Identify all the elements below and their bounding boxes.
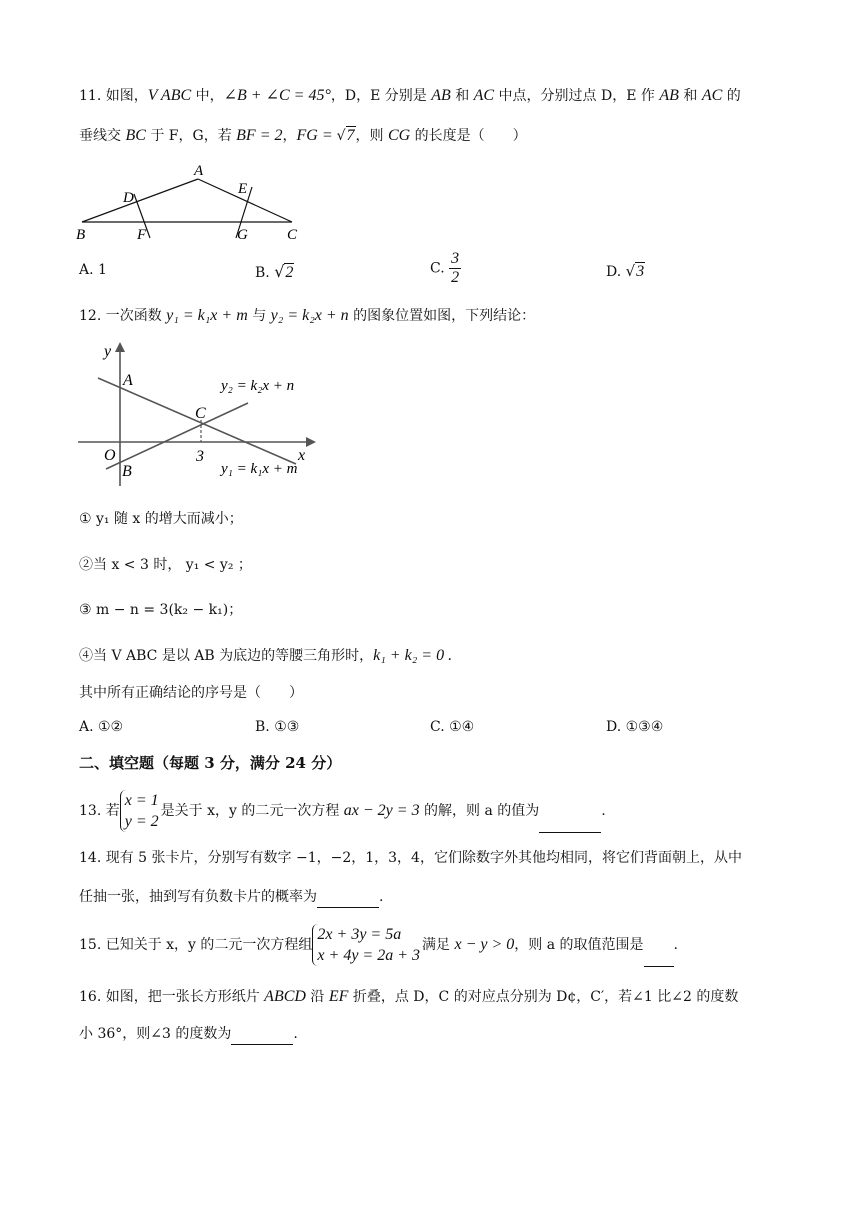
q13-answer-blank[interactable] (539, 790, 601, 833)
fig-label-f: F (137, 227, 147, 242)
q14-answer-blank[interactable] (317, 887, 379, 908)
q16-line2: 小 36°，则∠3 的度数为 . (79, 1024, 298, 1045)
q13-system: x = 1 y = 2 (120, 790, 159, 832)
q12-ask: 其中所有正确结论的序号是（ ） (79, 685, 303, 701)
linear-functions-graph (76, 336, 316, 492)
q15: 15. 已知关于 x，y 的二元一次方程组2x + 3y = 5a x + 4y = 2a + 3满足 x − y > 0，则 a 的取值范围是 . (79, 924, 678, 967)
q12-conclusion-4: ④当 V ABC 是以 AB 为底边的等腰三角形时，k₁ + k₂ = 0 . (79, 647, 453, 664)
fig-label-e: E (238, 181, 248, 197)
graph-label-x: x (298, 447, 306, 464)
q11-line2: 垂线交 BC 于 F，G，若 BF = 2，FG = √7，则 CG 的长度是（ ） (79, 127, 527, 144)
triangle-figure (76, 160, 306, 242)
fig-label-b: B (76, 227, 86, 242)
sqrt-symbol: √ (336, 128, 346, 144)
q12-conclusion-3: ③ m − n = 3(k₂ − k₁)； (79, 602, 243, 618)
q15-system: 2x + 3y = 5a x + 4y = 2a + 3 (312, 924, 420, 966)
q12-option-c[interactable]: C. ①④ (430, 719, 475, 735)
q12-stem: 12. 一次函数 y₁ = k₁x + m 与 y₂ = k₂x + n 的图象位置如图，下列结论： (79, 307, 536, 324)
q16-answer-blank[interactable] (231, 1024, 293, 1045)
fig-label-g: G (237, 227, 248, 242)
q14-line2: 任抽一张，抽到写有负数卡片的概率为 . (79, 887, 383, 908)
graph-label-three: 3 (196, 448, 204, 465)
graph-label-o: O (104, 447, 116, 464)
q12-conclusion-1: ① y₁ 随 x 的增大而减小； (79, 511, 243, 527)
graph-label-line1: y₁ = k₁x + m (221, 461, 298, 477)
q11-option-b[interactable]: B. √2 (255, 262, 294, 281)
q12-conclusion-2: ②当 x < 3 时， y₁ < y₂ ； (79, 557, 252, 573)
section-2-heading: 二、填空题（每题 3 分，满分 24 分） (79, 754, 342, 772)
fig-label-d: D (123, 190, 134, 206)
q14-line1: 14. 现有 5 张卡片，分别写有数字 −1，−2，1，3，4，它们除数字外其他均相同，将它们背面朝上，从中 (79, 850, 742, 866)
q12-option-a[interactable]: A. ①② (79, 719, 124, 735)
q11-option-c[interactable]: C. $\frac{3}{2}$ (430, 250, 460, 286)
graph-label-b: B (122, 463, 132, 480)
fig-label-c: C (287, 227, 298, 242)
q11-line1: 11. 如图，V ABC 中，∠B + ∠C = 45°，D，E 分别是 AB 和 AC 中点，分别过点 D，E 作 AB 和 AC 的 (79, 87, 741, 104)
graph-label-c: C (195, 405, 206, 422)
q13: 13. 若x = 1 y = 2是关于 x，y 的二元一次方程 ax − 2y = 3 的解，则 a 的值为 . (79, 790, 606, 833)
fig-label-a: A (194, 163, 204, 179)
q12-option-b[interactable]: B. ①③ (255, 719, 300, 735)
graph-label-line2: y₂ = k₂x + n (221, 378, 295, 394)
graph-label-y: y (104, 343, 112, 360)
q11-option-d[interactable]: D. √3 (606, 262, 645, 280)
q11-option-a[interactable]: A. 1 (79, 262, 107, 278)
q16-line1: 16. 如图，把一张长方形纸片 ABCD 沿 EF 折叠，点 D，C 的对应点分别为 D¢，C′，若∠1 比∠2 的度数 (79, 988, 739, 1005)
q12-option-d[interactable]: D. ①③④ (606, 719, 664, 735)
q15-answer-blank[interactable] (644, 924, 674, 967)
graph-label-a: A (123, 372, 133, 389)
